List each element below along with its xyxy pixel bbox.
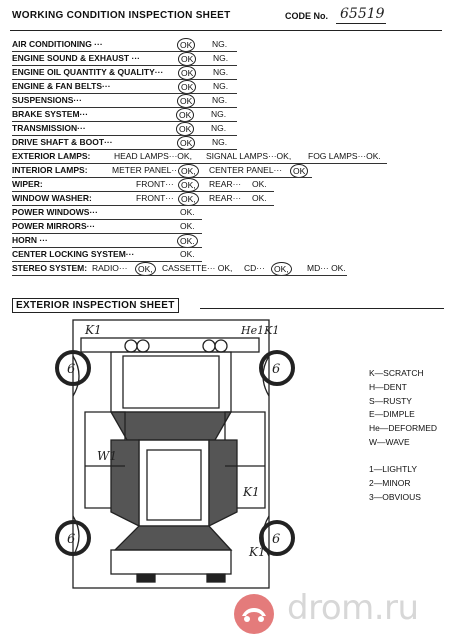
radio-ok: OK, bbox=[135, 262, 156, 276]
stereo-radio: RADIO··· bbox=[92, 263, 128, 273]
row-label: WIPER: bbox=[12, 179, 43, 189]
mark-side-right: K1 bbox=[243, 485, 260, 499]
row-label: CENTER LOCKING SYSTEM··· bbox=[12, 249, 135, 259]
stereo-md: MD··· OK. bbox=[307, 263, 346, 273]
ok-mark: OK bbox=[176, 108, 194, 122]
legend-item: S—RUSTY bbox=[369, 395, 412, 406]
ng-mark: NG. bbox=[212, 95, 228, 105]
legend-item: K—SCRATCH bbox=[369, 368, 424, 378]
meter-ok: OK, bbox=[178, 164, 199, 178]
row-label: DRIVE SHAFT & BOOT··· bbox=[12, 137, 113, 147]
tire-mark-rl: 6 bbox=[67, 532, 76, 547]
legend-item: H—DENT bbox=[369, 381, 407, 392]
header-divider bbox=[10, 30, 442, 31]
stereo-cd: CD··· bbox=[244, 263, 265, 273]
row-label: POWER MIRRORS··· bbox=[12, 221, 96, 231]
code-label: CODE No. bbox=[285, 11, 329, 21]
ok-mark: OK. bbox=[180, 221, 195, 231]
legend-level: 3—OBVIOUS bbox=[369, 491, 421, 502]
head-lamps: HEAD LAMPS···OK, bbox=[114, 151, 192, 161]
exterior-title: EXTERIOR INSPECTION SHEET bbox=[12, 298, 179, 313]
center-panel: CENTER PANEL··· bbox=[209, 165, 283, 175]
ok-mark: OK bbox=[177, 94, 195, 108]
ok-mark: OK. bbox=[180, 207, 195, 217]
mark-side-left: W1 bbox=[97, 449, 117, 463]
washer-front: FRONT··· bbox=[136, 193, 174, 203]
ng-mark: NG. bbox=[211, 123, 227, 133]
fog-lamps: FOG LAMPS···OK. bbox=[308, 151, 381, 161]
center-ok: OK bbox=[290, 164, 308, 178]
washer-rear: REAR··· bbox=[209, 193, 242, 203]
row-label: AIR CONDITIONING ··· bbox=[12, 39, 103, 49]
sheet-title: WORKING CONDITION INSPECTION SHEET bbox=[12, 10, 231, 21]
row-label: BRAKE SYSTEM··· bbox=[12, 109, 89, 119]
row-label: SUSPENSIONS··· bbox=[12, 95, 82, 105]
ok-mark: OK. bbox=[180, 249, 195, 259]
ng-mark: NG. bbox=[212, 137, 228, 147]
row-label: POWER WINDOWS··· bbox=[12, 207, 98, 217]
code-underline bbox=[336, 23, 386, 24]
damage-legend bbox=[369, 367, 437, 450]
ng-mark: NG. bbox=[213, 53, 229, 63]
tire-mark-rr: 6 bbox=[272, 532, 281, 547]
cd-ok: OK, bbox=[271, 262, 292, 276]
ng-mark: NG. bbox=[211, 109, 227, 119]
legend-item: He—DEFORMED bbox=[369, 423, 438, 434]
ok-mark: OK bbox=[178, 52, 196, 66]
row-label: ENGINE SOUND & EXHAUST ··· bbox=[12, 53, 140, 63]
watermark-text: drom.ru bbox=[287, 588, 419, 628]
ok-mark: OK. bbox=[177, 234, 198, 248]
ok-mark: OK bbox=[177, 38, 195, 52]
signal-lamps: SIGNAL LAMPS···OK, bbox=[206, 151, 292, 161]
row-label: TRANSMISSION··· bbox=[12, 123, 86, 133]
row-label: WINDOW WASHER: bbox=[12, 193, 92, 203]
wiper-rear: REAR··· bbox=[209, 179, 242, 189]
ok-mark: OK bbox=[178, 66, 196, 80]
row-label: ENGINE & FAN BELTS··· bbox=[12, 81, 111, 91]
car-diagram bbox=[45, 316, 305, 592]
ok-mark: OK bbox=[177, 136, 195, 150]
tire-mark-fl: 6 bbox=[67, 362, 76, 377]
ok-mark: OK bbox=[176, 122, 194, 136]
stereo-cassette: CASSETTE··· OK, bbox=[162, 263, 233, 273]
drom-logo-icon bbox=[232, 592, 282, 636]
ng-mark: NG. bbox=[213, 67, 229, 77]
legend-level: 2—MINOR bbox=[369, 477, 411, 488]
legend-item: W—WAVE bbox=[369, 436, 410, 447]
row-label: HORN ··· bbox=[12, 235, 48, 245]
legend-item: E—DIMPLE bbox=[369, 409, 415, 420]
wiper-front-ok: OK, bbox=[178, 178, 199, 192]
mark-front-right: He1K1 bbox=[241, 324, 280, 337]
row-label: INTERIOR LAMPS: bbox=[12, 165, 88, 175]
row-label: STEREO SYSTEM: bbox=[12, 263, 88, 273]
meter-panel: METER PANEL··· bbox=[112, 165, 180, 175]
washer-rear-ok: OK. bbox=[252, 193, 267, 203]
mark-rear-right: K1 bbox=[249, 545, 266, 559]
row-label: ENGINE OIL QUANTITY & QUALITY··· bbox=[12, 67, 164, 77]
ng-mark: NG. bbox=[212, 39, 228, 49]
wiper-rear-ok: OK. bbox=[252, 179, 267, 189]
row-label: EXTERIOR LAMPS: bbox=[12, 151, 91, 161]
ng-mark: NG. bbox=[213, 81, 229, 91]
wiper-front: FRONT··· bbox=[136, 179, 174, 189]
legend-level: 1—LIGHTLY bbox=[369, 464, 418, 474]
exterior-divider bbox=[200, 308, 444, 309]
tire-mark-fr: 6 bbox=[272, 362, 281, 377]
ok-mark: OK bbox=[178, 80, 196, 94]
code-value: 65519 bbox=[340, 6, 385, 22]
washer-front-ok: OK, bbox=[178, 192, 199, 206]
mark-front-left: K1 bbox=[85, 323, 102, 337]
severity-legend bbox=[369, 463, 421, 504]
